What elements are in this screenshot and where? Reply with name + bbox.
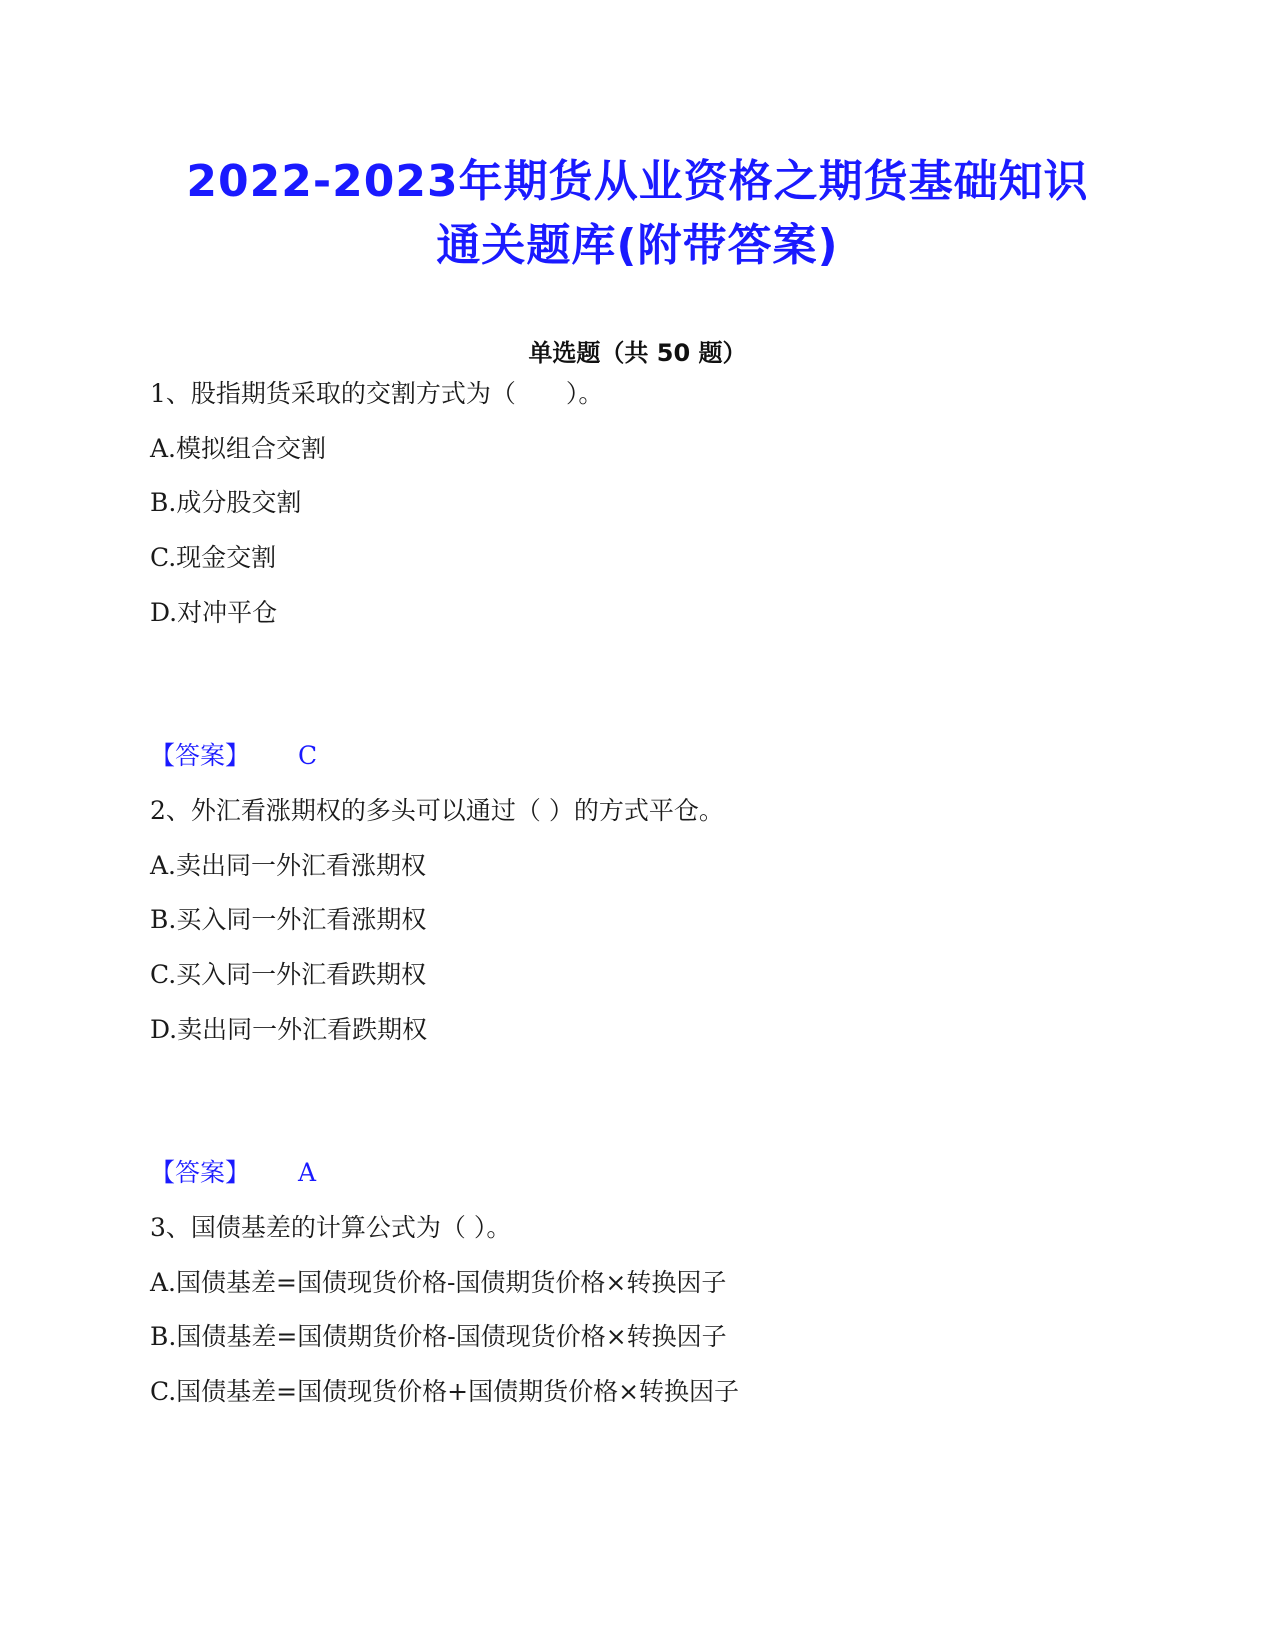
question-3-option-b: B.国债基差=国债期货价格-国债现货价格×转换因子 xyxy=(150,1322,727,1351)
question-2-option-b: B.买入同一外汇看涨期权 xyxy=(150,905,427,934)
question-1-option-b: B.成分股交割 xyxy=(150,488,302,517)
question-2-option-c: C.买入同一外汇看跌期权 xyxy=(150,960,427,989)
answer-label: 【答案】 xyxy=(150,1158,251,1187)
answer-value: A xyxy=(298,1158,317,1187)
answer-value: C xyxy=(298,741,318,770)
question-2-option-a: A.卖出同一外汇看涨期权 xyxy=(150,851,427,880)
question-2-stem: 2、外汇看涨期权的多头可以通过（ ）的方式平仓。 xyxy=(150,796,724,825)
question-1-option-d: D.对冲平仓 xyxy=(150,598,278,627)
question-1-answer xyxy=(150,738,317,774)
question-3-stem: 3、国债基差的计算公式为（ ）。 xyxy=(150,1213,512,1242)
document-title-line-1: 2022-2023年期货从业资格之期货基础知识 xyxy=(186,156,1089,207)
section-heading: 单选题（共 50 题） xyxy=(528,339,747,367)
answer-label: 【答案】 xyxy=(150,741,251,770)
question-1-option-c: C.现金交割 xyxy=(150,543,277,572)
question-3-option-a: A.国债基差=国债现货价格-国债期货价格×转换因子 xyxy=(150,1268,727,1297)
question-2-answer xyxy=(150,1155,316,1191)
question-1-option-a: A.模拟组合交割 xyxy=(150,434,327,463)
question-2-option-d: D.卖出同一外汇看跌期权 xyxy=(150,1015,428,1044)
document-title-line-2: 通关题库(附带答案) xyxy=(436,220,839,271)
question-3-option-c: C.国债基差=国债现货价格+国债期货价格×转换因子 xyxy=(150,1377,740,1406)
question-1-stem: 1、股指期货采取的交割方式为（ ）。 xyxy=(150,379,604,408)
